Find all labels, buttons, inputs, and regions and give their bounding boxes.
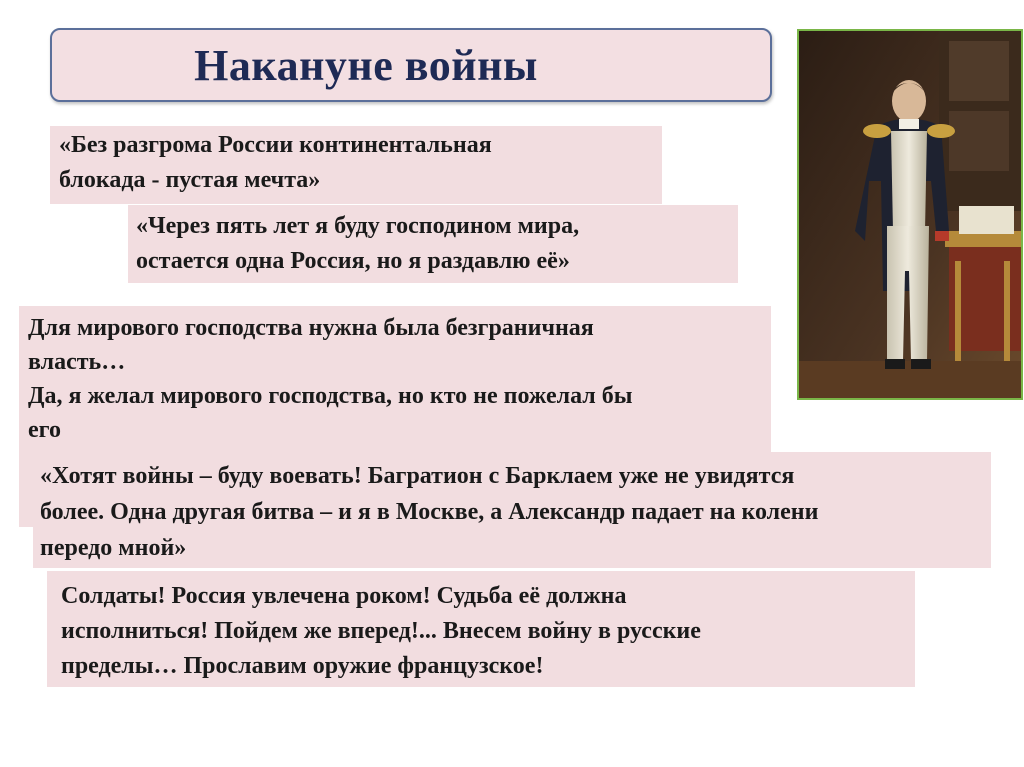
napoleon-portrait-image (797, 29, 1023, 400)
quote-line: «Через пять лет я буду господином мира, (136, 213, 580, 239)
quote-line: «Хотят войны – буду воевать! Багратион с Барклаем уже не увидятся (40, 463, 795, 489)
quote-soldiers (47, 571, 915, 687)
quote-line: остается одна Россия, но я раздавлю её» (136, 248, 570, 274)
quote-line: Солдаты! Россия увлечена роком! Судьба её должна (61, 583, 627, 609)
quote-line: блокада - пустая мечта» (59, 167, 321, 193)
slide-title: Накануне войны (194, 40, 538, 90)
quote-continental-blockade (50, 126, 662, 204)
quote-world-domination (19, 306, 771, 455)
quote-line: более. Одна другая битва – и я в Москве, а Александр падает на колени (40, 499, 819, 525)
quote-line: «Без разгрома России континентальная (59, 132, 492, 158)
quote-line: Для мирового господства нужна была безграничная (28, 315, 594, 341)
quote-line: власть… (28, 349, 126, 375)
quote-line: Да, я желал мирового господства, но кто не пожелал бы (28, 383, 633, 409)
portrait-illustration (799, 31, 1021, 398)
quote-line: его (28, 417, 61, 443)
title-box (50, 28, 772, 102)
quote-want-war (33, 452, 991, 568)
quote-line: передо мной» (40, 535, 187, 561)
quote-line: исполниться! Пойдем же вперед!... Внесем войну в русские (61, 618, 701, 644)
quote-master-of-world (128, 205, 738, 283)
quote-line: пределы… Прославим оружие французское! (61, 653, 544, 679)
